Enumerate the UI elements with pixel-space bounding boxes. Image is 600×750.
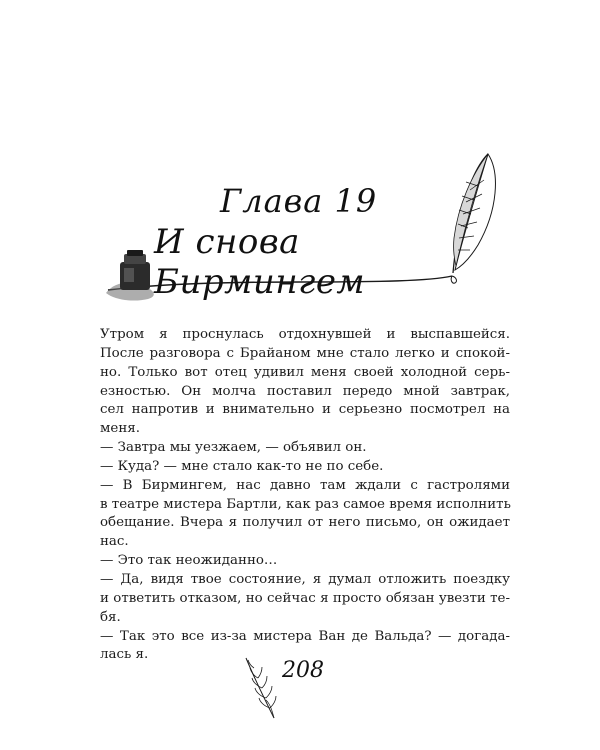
page-number: 208: [282, 658, 324, 683]
chapter-heading: [100, 150, 510, 310]
dialogue-line: — Да, видя твое состояние, я думал отложить поездку: [100, 571, 510, 587]
text-line: но. Только вот отец удивил меня своей холодной серь-: [100, 364, 510, 380]
chapter-body: [100, 326, 510, 665]
text-line: обещание. Вчера я получил от него письмо, он ожидает: [100, 515, 510, 531]
text-line: бя.: [100, 609, 121, 625]
dialogue-line: — Куда? — мне стало как-то не по себе.: [100, 458, 384, 474]
text-line: нас.: [100, 534, 129, 550]
text-line: меня.: [100, 421, 140, 437]
page-footer: [230, 652, 370, 722]
text-line: езностью. Он молча поставил передо мной завтрак,: [100, 383, 510, 399]
text-line: в театре мистера Бартли, как раз самое время исполнить: [100, 496, 511, 512]
text-line: лась я.: [100, 647, 149, 663]
chapter-number: Глава 19: [220, 182, 378, 220]
dialogue-line: — Завтра мы уезжаем, — объявил он.: [100, 440, 367, 456]
dialogue-line: — Так это все из-за мистера Ван де Вальда? — догада-: [100, 628, 510, 644]
text-line: Утром я проснулась отдохнувшей и выспавшейся.: [100, 327, 510, 342]
text-line: сел напротив и внимательно и серьезно посмотрел на: [100, 402, 510, 418]
text-line: После разговора с Брайаном мне стало легко и спокой-: [100, 345, 510, 361]
text-line: и ответить отказом, но сейчас я просто обязан увезти те-: [100, 590, 510, 606]
chapter-title: И снова Бирмингем: [154, 222, 366, 302]
inkwell-icon: [120, 250, 150, 290]
dialogue-line: — В Бирмингем, нас давно там ждали с гастролями: [100, 477, 510, 493]
dialogue-line: — Это так неожиданно…: [100, 553, 278, 569]
